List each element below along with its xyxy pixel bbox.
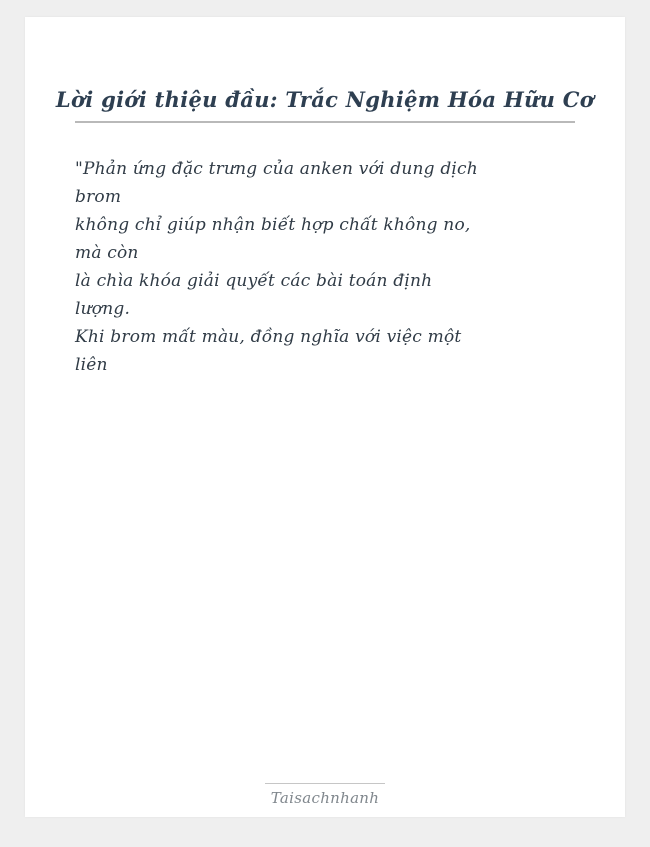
body-line: là chìa khóa giải quyết các bài toán định bbox=[75, 271, 433, 291]
brand-name: Taisachnhanh bbox=[270, 789, 380, 807]
body-line: lượng. bbox=[75, 299, 131, 319]
body-line: mà còn bbox=[75, 243, 139, 263]
document-page bbox=[25, 17, 625, 817]
title-divider bbox=[75, 121, 575, 123]
body-line: liên bbox=[75, 355, 108, 375]
footer-divider bbox=[265, 783, 385, 784]
body-line: không chỉ giúp nhận biết hợp chất không no, bbox=[75, 215, 471, 235]
body-line: Khi brom mất màu, đồng nghĩa với việc một bbox=[75, 327, 462, 347]
body-text bbox=[75, 155, 575, 379]
page-footer bbox=[25, 783, 625, 807]
body-line: "Phản ứng đặc trưng của anken với dung dịch bbox=[75, 159, 478, 179]
body-line: brom bbox=[75, 187, 122, 207]
page-title: Lời giới thiệu đầu: Trắc Nghiệm Hóa Hữu Cơ bbox=[55, 87, 595, 112]
